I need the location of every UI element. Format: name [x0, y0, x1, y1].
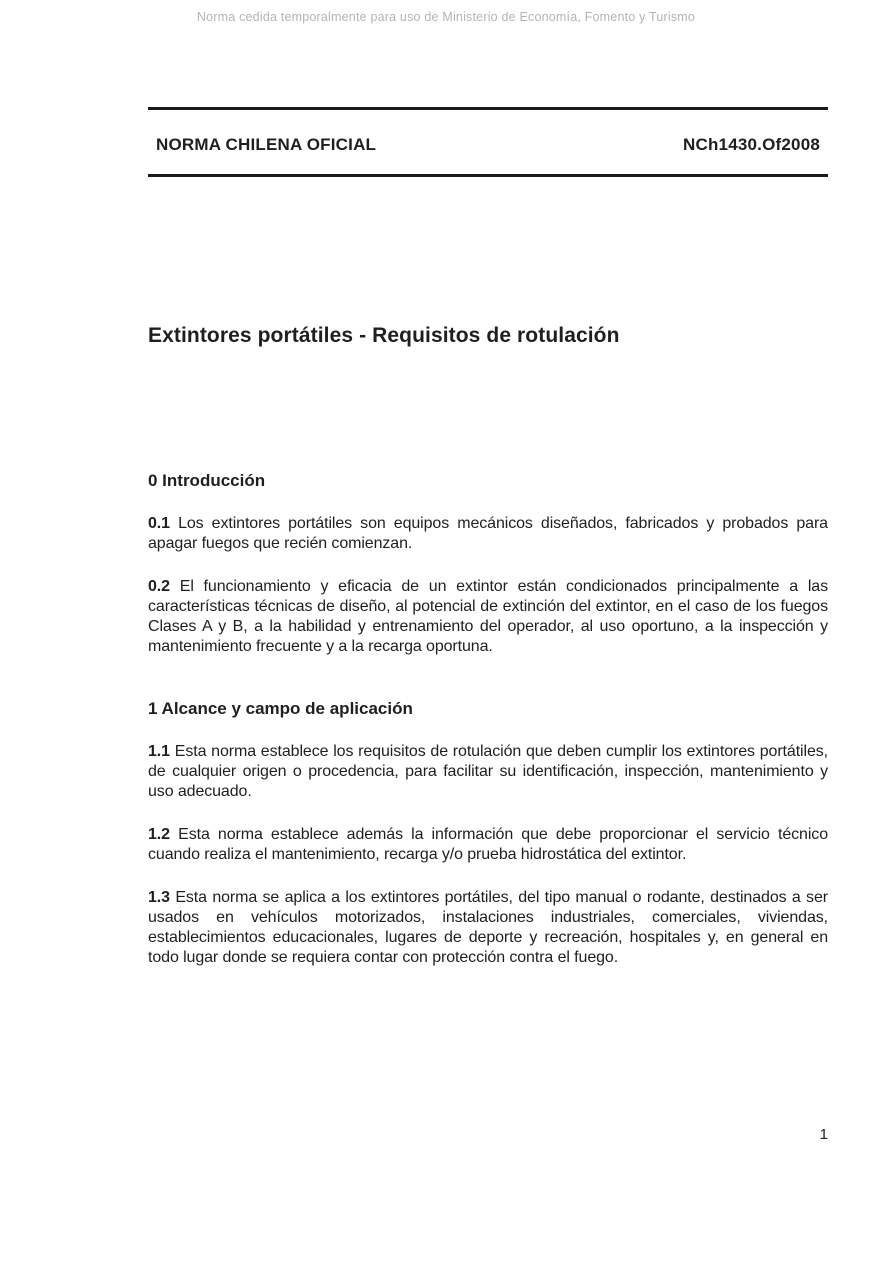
- document-title: Extintores portátiles - Requisitos de rotulación: [148, 324, 620, 347]
- header-bottom-rule: [148, 174, 828, 177]
- paragraph-number: 0.2: [148, 578, 170, 595]
- paragraph-1-2: [148, 825, 828, 865]
- paragraph-0-2: [148, 577, 828, 657]
- watermark-text: Norma cedida temporalmente para uso de Ministerio de Economía, Fomento y Turismo: [196, 10, 696, 24]
- paragraph-0-1: [148, 514, 828, 554]
- paragraph-number: 1.2: [148, 826, 170, 843]
- page-number: 1: [819, 1126, 828, 1143]
- document-header: [148, 110, 828, 174]
- paragraph-number: 1.3: [148, 889, 170, 906]
- paragraph-text: Esta norma se aplica a los extintores portátiles, del tipo manual o rodante, destinados a ser usados en vehículos motorizados, instalaciones industriales, comerciales, viviendas, establecimientos educacionales, lugares de deporte y recreación, hospitales y, en general en todo lugar donde se requiera contar con protección contra el fuego.: [148, 889, 828, 966]
- paragraph-number: 1.1: [148, 743, 170, 760]
- paragraph-text: El funcionamiento y eficacia de un extintor están condicionados principalmente a las características técnicas de diseño, al potencial de extinción del extintor, en el caso de los fuegos Clases A y B, a la habilidad y entrenamiento del operador, al uso oportuno, a la inspección y mantenimiento frecuente y a la recarga oportuna.: [148, 578, 828, 655]
- header-norm-code: NCh1430.Of2008: [683, 135, 820, 154]
- section-heading-introduccion: 0 Introducción: [148, 471, 266, 490]
- paragraph-text: Los extintores portátiles son equipos mecánicos diseñados, fabricados y probados para apagar fuegos que recién comienzan.: [148, 515, 828, 552]
- header-left-label: NORMA CHILENA OFICIAL: [156, 135, 377, 154]
- paragraph-text: Esta norma establece además la información que debe proporcionar el servicio técnico cuando realiza el mantenimiento, recarga y/o prueba hidrostática del extintor.: [148, 826, 828, 863]
- section-heading-alcance: 1 Alcance y campo de aplicación: [148, 699, 413, 718]
- paragraph-1-1: [148, 742, 828, 802]
- paragraph-text: Esta norma establece los requisitos de rotulación que deben cumplir los extintores portátiles, de cualquier origen o procedencia, para facilitar su identificación, inspección, mantenimiento y uso adecuado.: [148, 743, 828, 800]
- paragraph-1-3: [148, 888, 828, 968]
- document-content: [148, 107, 828, 968]
- paragraph-number: 0.1: [148, 515, 170, 532]
